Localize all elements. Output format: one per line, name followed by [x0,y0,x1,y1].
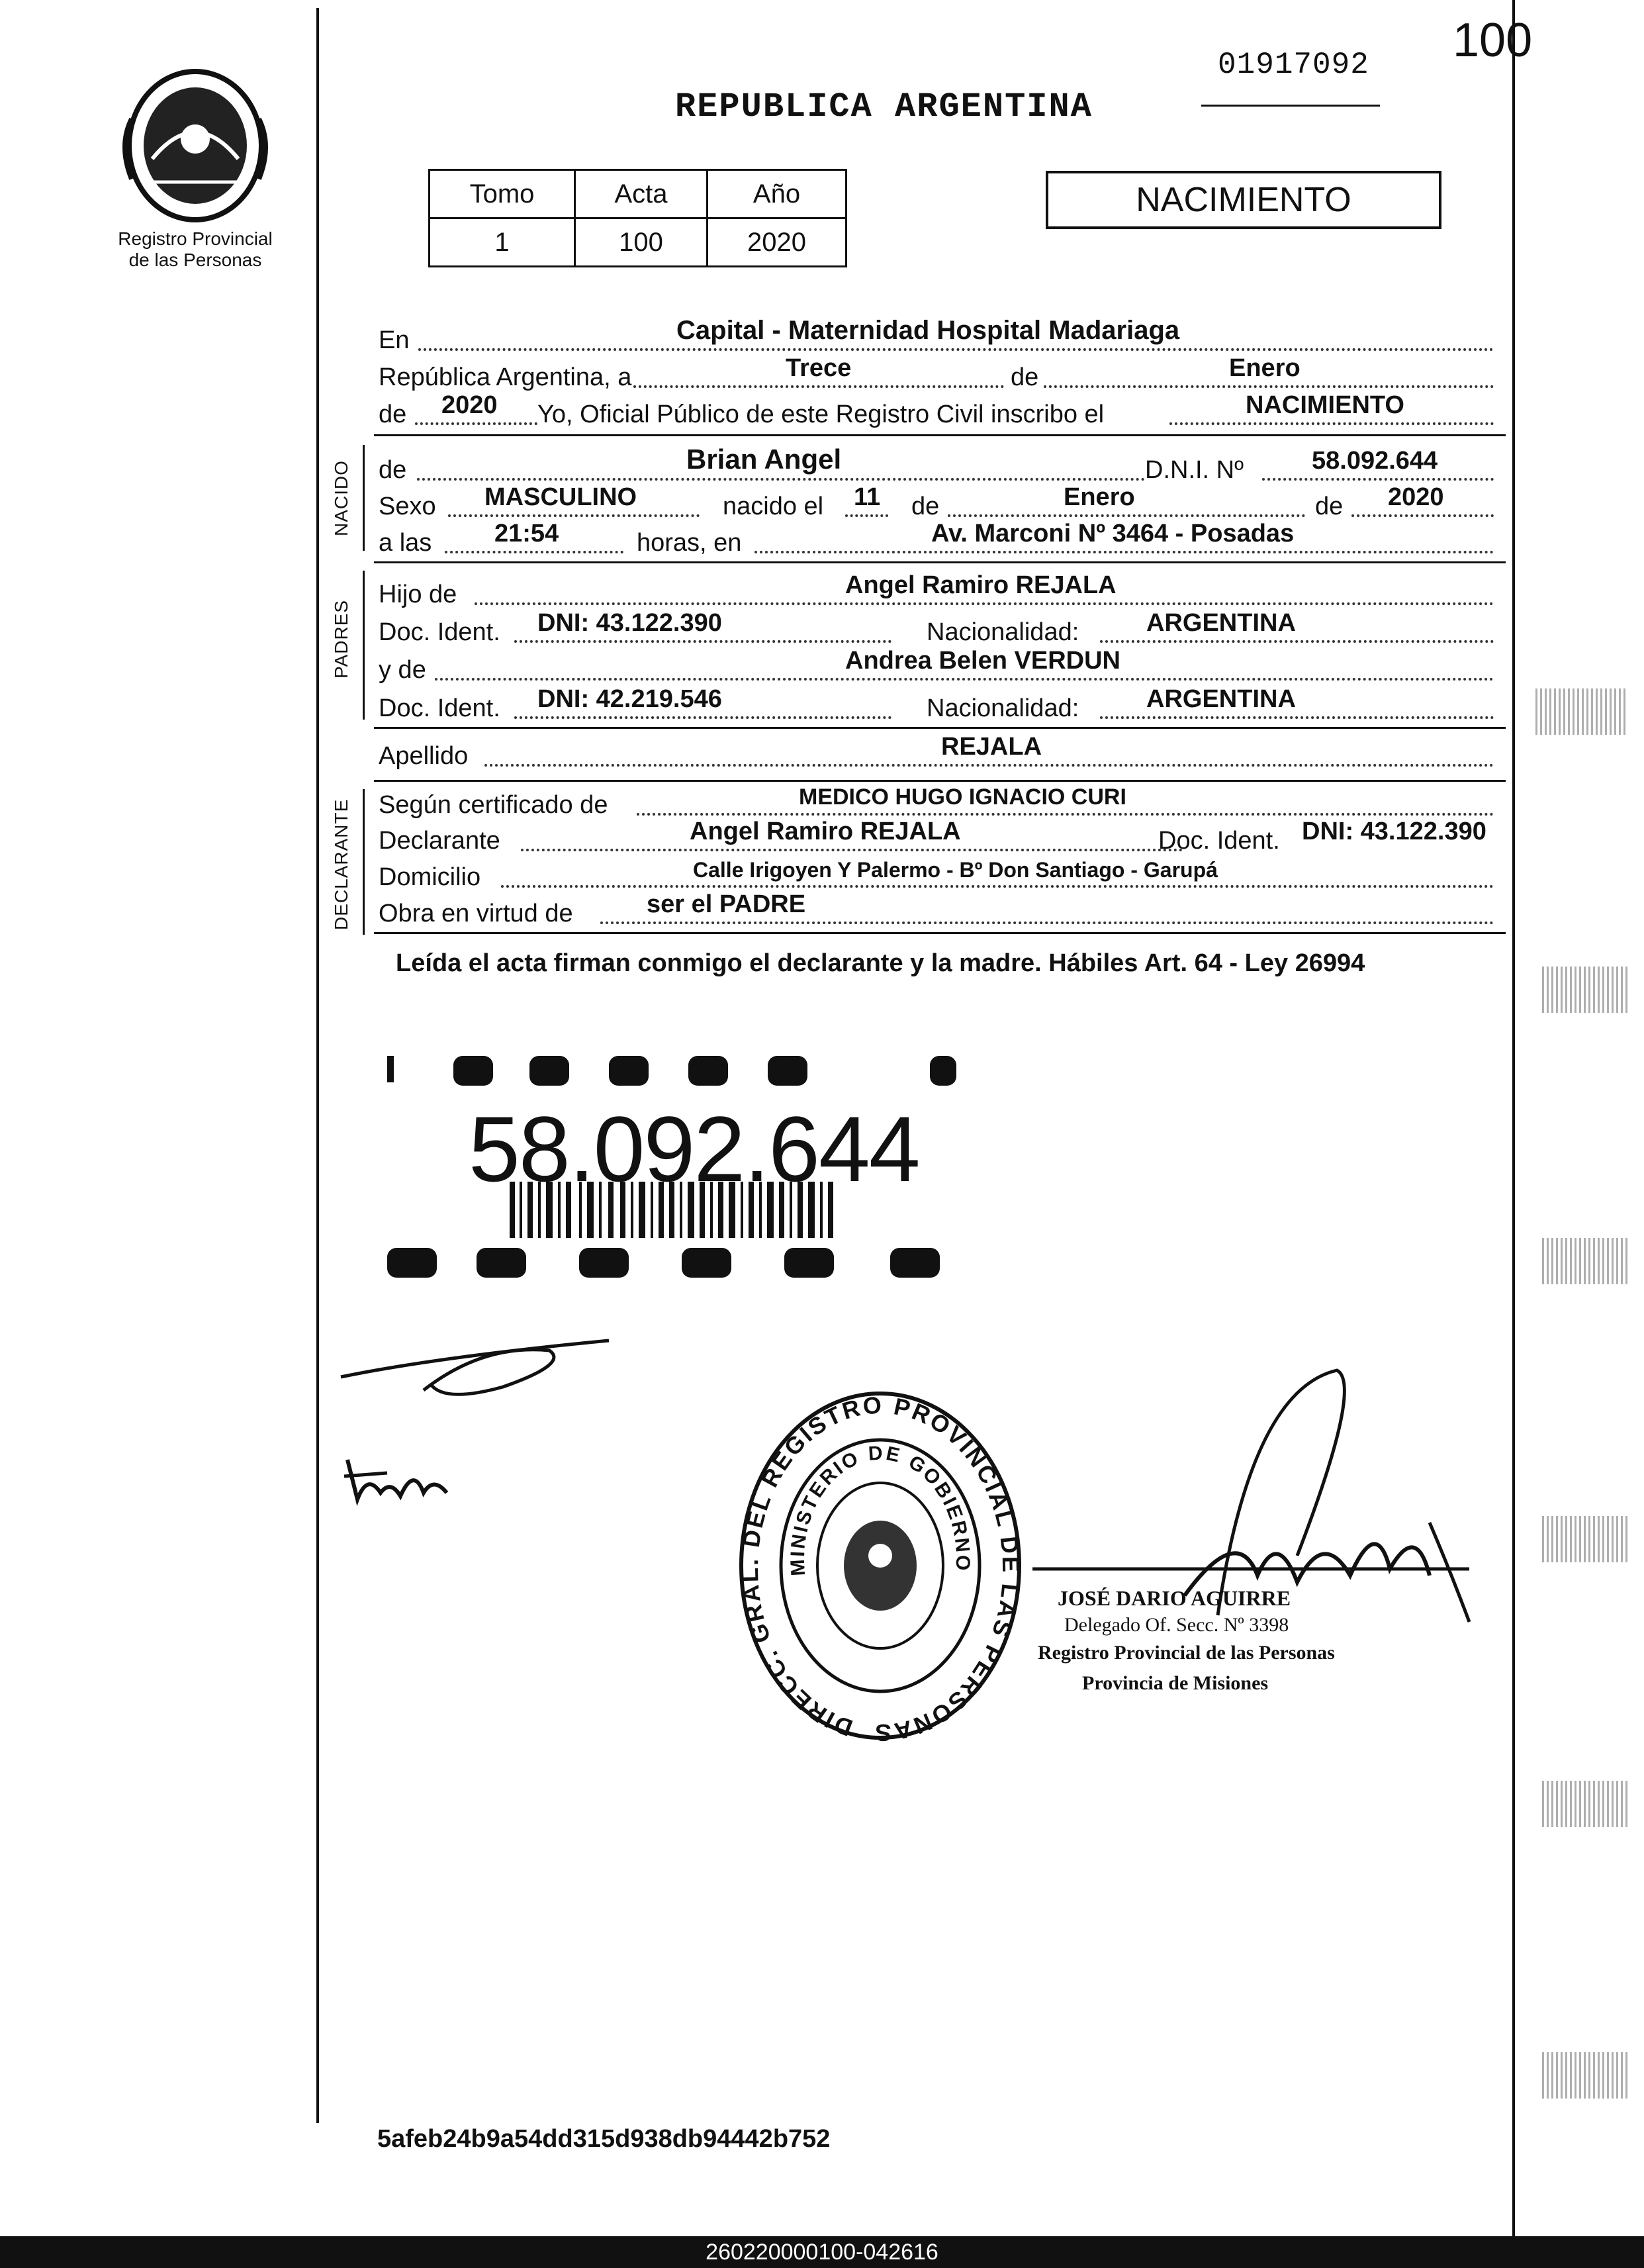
value-mes-nacimiento: Enero [1064,483,1135,511]
record-table [428,169,847,267]
dotted-line [600,921,1494,924]
label-doc-ident: Doc. Ident. [1158,827,1280,855]
scan-noise [1542,967,1628,1013]
dotted-line [1351,514,1494,517]
serial-number: 01917092 [1218,48,1369,82]
label-en: En [379,326,410,354]
value-dia-inscripcion: Trece [786,354,852,382]
value-domicilio: Calle Irigoyen Y Palermo - Bº Don Santiago - Garupá [693,858,1218,882]
row-declarante [379,818,1504,855]
row-nombre [379,444,1504,485]
record-type-box: NACIMIENTO [1046,171,1441,229]
side-label-nacido: NACIDO [331,460,351,536]
seal-inner-text: MINISTERIO DE GOBIERNO [786,1442,974,1577]
scan-noise [1542,1238,1628,1284]
dotted-line [484,764,1494,767]
header-anio: Año [708,170,846,218]
value-tomo: 1 [430,218,575,267]
label-de: de [911,493,940,520]
value-declarante-doc: DNI: 43.122.390 [1302,818,1486,845]
section-bracket-padres [363,571,365,720]
row-madre [379,647,1504,685]
value-anio-nacimiento: 2020 [1388,483,1444,511]
value-madre: Andrea Belen VERDUN [845,647,1120,675]
label-nacionalidad: Nacionalidad: [927,618,1079,646]
dotted-line [417,478,1145,481]
dni-sticker-number: 58.092.644 [469,1097,919,1201]
dotted-line [475,602,1494,605]
section-divider [374,561,1506,563]
header-acta: Acta [575,170,708,218]
logo-caption-line2: de las Personas [128,250,262,270]
row-padre-doc [379,609,1504,647]
row-madre-doc [379,685,1504,723]
row-lugar [379,316,1504,355]
side-label-declarante: DECLARANTE [331,798,351,930]
dotted-line [501,885,1494,888]
dotted-line [637,813,1494,816]
value-padre-nacionalidad: ARGENTINA [1146,609,1296,637]
value-nombre: Brian Angel [686,444,842,475]
section-bracket-nacido [363,445,365,551]
row-padre [379,571,1504,609]
province-logo [119,66,271,225]
value-declarante: Angel Ramiro REJALA [690,818,961,845]
label-horas-en: horas, en [637,529,742,557]
label-hijo-de: Hijo de [379,581,457,608]
value-obra-en-virtud: ser el PADRE [647,890,806,918]
header-tomo: Tomo [430,170,575,218]
dotted-line [435,678,1494,681]
record-table-row [430,218,846,267]
label-nacionalidad: Nacionalidad: [927,694,1079,722]
section-divider [374,727,1506,729]
row-inscribo [379,391,1504,429]
closing-text: Leída el acta firman conmigo el declarante y la madre. Hábiles Art. 64 - Ley 26994 [396,949,1365,977]
seal-outer-text: DIRECC. GRAL. DEL REGISTRO PROVINCIAL DE LAS PERSONAS [735,1391,1025,1744]
value-anio-inscripcion: 2020 [441,391,498,419]
dotted-line [845,514,888,517]
value-acta: 100 [575,218,708,267]
label-declarante: Declarante [379,827,500,855]
dotted-line [445,551,623,553]
value-mes-inscripcion: Enero [1229,354,1301,382]
value-lugar-nacimiento: Av. Marconi Nº 3464 - Posadas [931,520,1295,547]
row-sexo [379,483,1504,521]
dotted-line [1044,385,1494,388]
value-padre: Angel Ramiro REJALA [845,571,1117,599]
value-lugar: Capital - Maternidad Hospital Madariaga [676,316,1180,345]
right-margin-line [1512,0,1515,2238]
label-a-las: a las [379,529,432,557]
row-fecha-inscripcion [379,354,1504,392]
value-dni: 58.092.644 [1312,447,1438,475]
value-anio: 2020 [708,218,846,267]
row-hora [379,520,1504,557]
dotted-line [415,422,537,425]
row-obra-en-virtud [379,890,1504,928]
dotted-line [948,514,1305,517]
logo-caption [99,228,291,271]
label-y-de: y de [379,656,426,684]
value-apellido: REJALA [941,733,1042,761]
row-domicilio [379,857,1504,892]
label-segun-certificado: Según certificado de [379,791,608,819]
official-name: JOSÉ DARIO AGUIRRE [1058,1586,1291,1610]
value-padre-doc: DNI: 43.122.390 [537,609,722,637]
section-divider [374,434,1506,436]
label-apellido: Apellido [379,742,469,770]
dotted-line [448,514,700,517]
label-sexo: Sexo [379,493,436,520]
page-number: 100 [1453,14,1533,67]
dotted-line [514,640,891,643]
label-de: de [379,456,407,484]
row-apellido [379,733,1504,771]
scan-noise [1535,688,1628,735]
scan-noise [1542,1516,1628,1562]
dotted-line [521,849,1183,851]
dotted-line [754,551,1494,553]
record-table-header [430,170,846,218]
dotted-line [1100,640,1494,643]
logo-caption-line1: Registro Provincial [118,228,273,249]
handwritten-signature-madre [341,1446,460,1513]
official-position: Delegado Of. Secc. Nº 3398 [1064,1614,1289,1636]
label-de: de [1315,493,1344,520]
value-tipo: NACIMIENTO [1246,391,1404,419]
value-hora: 21:54 [494,520,559,547]
serial-underline [1201,105,1380,107]
label-nacido-el: nacido el [723,493,824,520]
value-sexo: MASCULINO [484,483,637,511]
scan-noise [1542,1781,1628,1827]
left-margin-line [316,8,319,2123]
label-dni: D.N.I. Nº [1145,456,1244,484]
footer-code: 260220000100-042616 [706,2240,938,2265]
scan-noise [1542,2052,1628,2099]
value-madre-doc: DNI: 42.219.546 [537,685,722,713]
label-doc-ident: Doc. Ident. [379,694,500,722]
dotted-line [1169,422,1494,425]
label-de: de [1011,363,1039,391]
section-divider [374,932,1506,934]
label-domicilio: Domicilio [379,863,481,891]
section-bracket-declarante [363,789,365,935]
dotted-line [1100,716,1494,719]
footer-code-bar [0,2236,1644,2268]
value-certificado: MEDICO HUGO IGNACIO CURI [799,784,1126,810]
label-republica: República Argentina, a [379,363,632,391]
label-doc-ident: Doc. Ident. [379,618,500,646]
side-label-padres: PADRES [331,599,351,679]
dotted-line [514,716,891,719]
label-de: de [379,401,407,428]
section-divider [374,780,1506,782]
label-obra-en-virtud: Obra en virtud de [379,900,573,927]
value-dia-nacimiento: 11 [854,483,881,511]
dotted-line [1262,478,1494,481]
dotted-line [418,348,1494,351]
page-title: REPUBLICA ARGENTINA [675,87,1093,126]
handwritten-signature-declarante [338,1324,616,1410]
document-hash: 5afeb24b9a54dd315d938db94442b752 [377,2125,831,2153]
row-certificado [379,785,1504,820]
dotted-line [633,385,1004,388]
official-office: Registro Provincial de las Personas [1038,1642,1335,1664]
label-yo-oficial: Yo, Oficial Público de este Registro Civil inscribo el [537,401,1105,428]
official-seal [735,1387,1026,1744]
official-province: Provincia de Misiones [1082,1672,1269,1694]
value-madre-nacionalidad: ARGENTINA [1146,685,1296,713]
